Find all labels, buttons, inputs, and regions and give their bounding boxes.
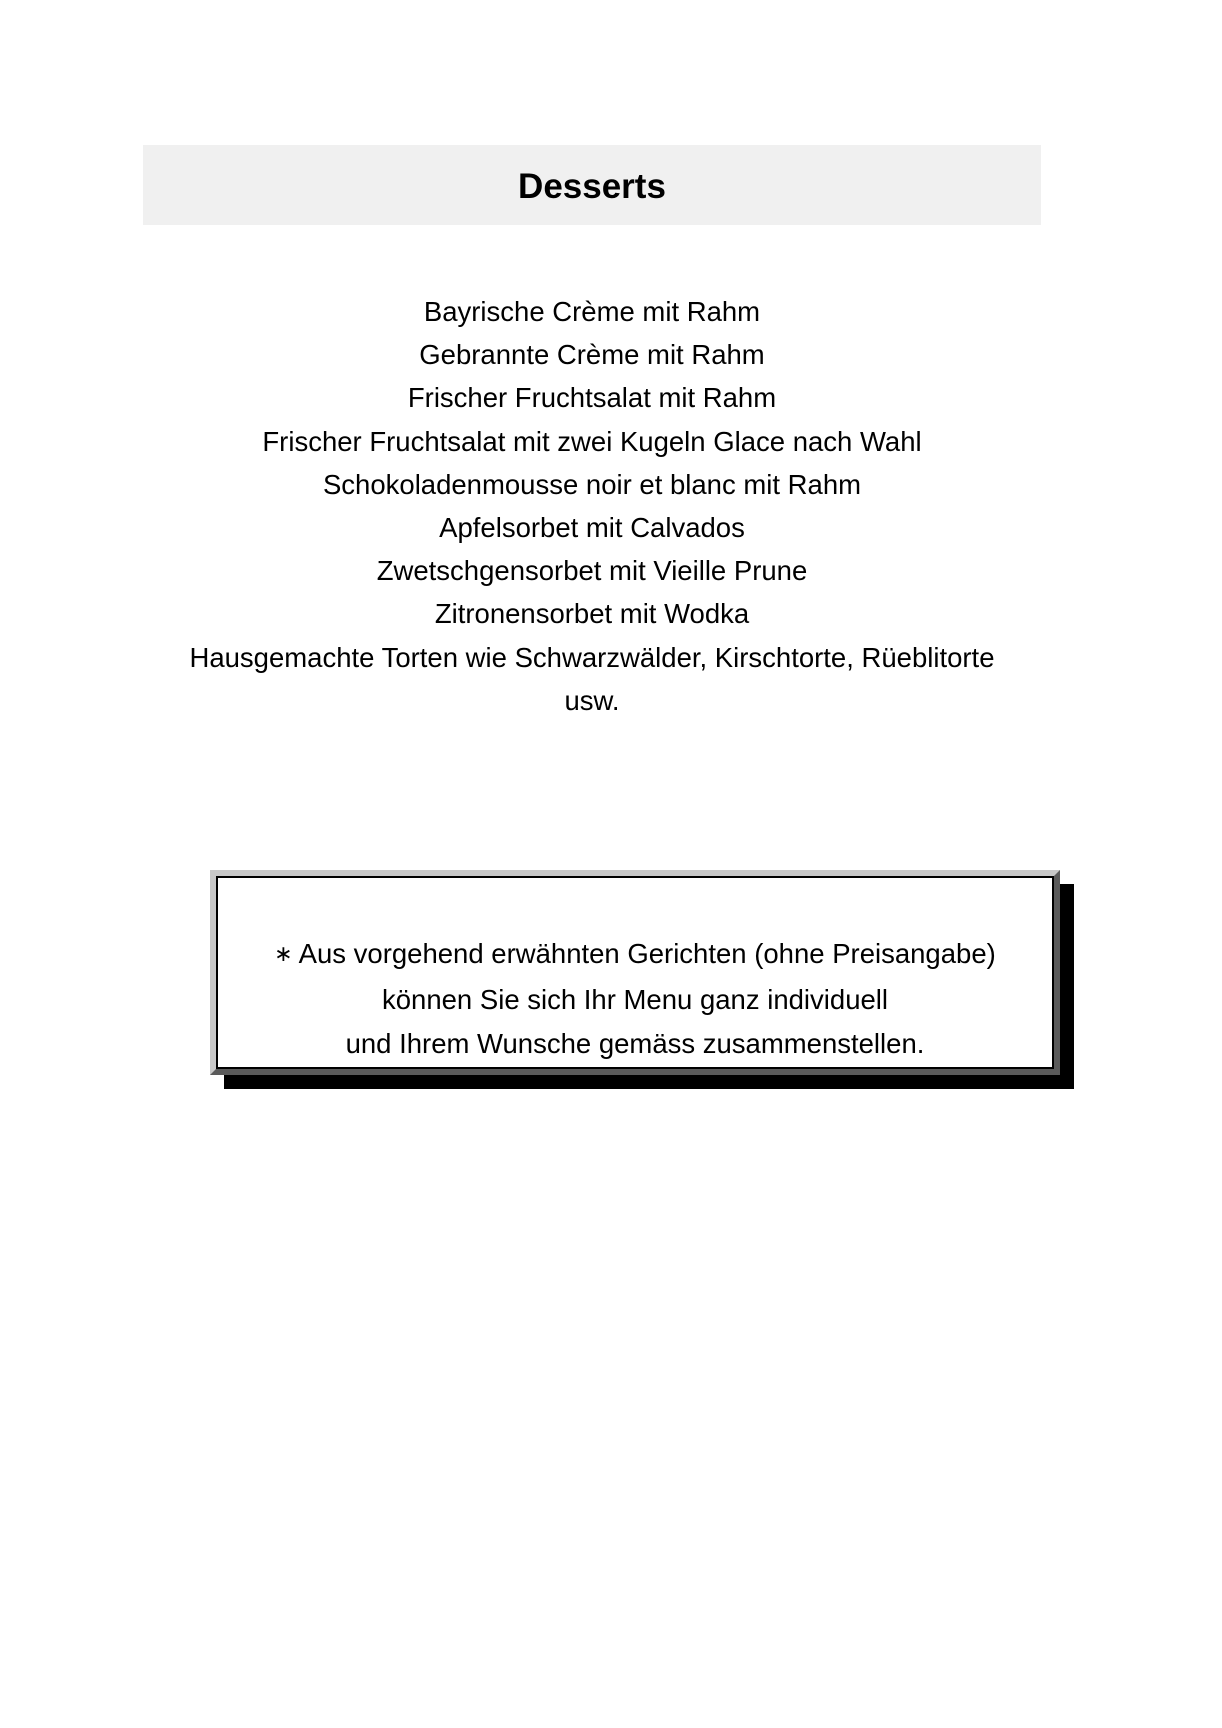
list-item: Schokoladenmousse noir et blanc mit Rahm	[322, 468, 862, 500]
note-line	[216, 932, 1054, 978]
list-item: Frischer Fruchtsalat mit Rahm	[407, 382, 777, 414]
list-item: Frischer Fruchtsalat mit zwei Kugeln Glace nach Wahl	[262, 425, 922, 457]
list-item: Apfelsorbet mit Calvados	[439, 512, 745, 544]
note-line-text: Aus vorgehend erwähnten Gerichten (ohne Preisangabe)	[298, 938, 996, 969]
title-band	[143, 145, 1041, 225]
dessert-list	[143, 290, 1041, 722]
note-line: können Sie sich Ihr Menu ganz individuell	[382, 984, 888, 1015]
note-text	[216, 932, 1054, 1066]
asterisk-marker: ∗	[274, 941, 293, 966]
list-item: Zitronensorbet mit Wodka	[434, 598, 750, 630]
list-item: Hausgemachte Torten wie Schwarzwälder, Kirschtorte, Rüeblitorte	[189, 641, 995, 673]
page-title: Desserts	[518, 167, 666, 206]
list-item: Gebrannte Crème mit Rahm	[419, 339, 765, 371]
list-item: usw.	[564, 684, 620, 716]
note-line: und Ihrem Wunsche gemäss zusammenstellen.	[345, 1028, 925, 1059]
note-box	[210, 870, 1060, 1075]
list-item: Bayrische Crème mit Rahm	[423, 296, 761, 327]
list-item: Zwetschgensorbet mit Vieille Prune	[376, 555, 808, 587]
